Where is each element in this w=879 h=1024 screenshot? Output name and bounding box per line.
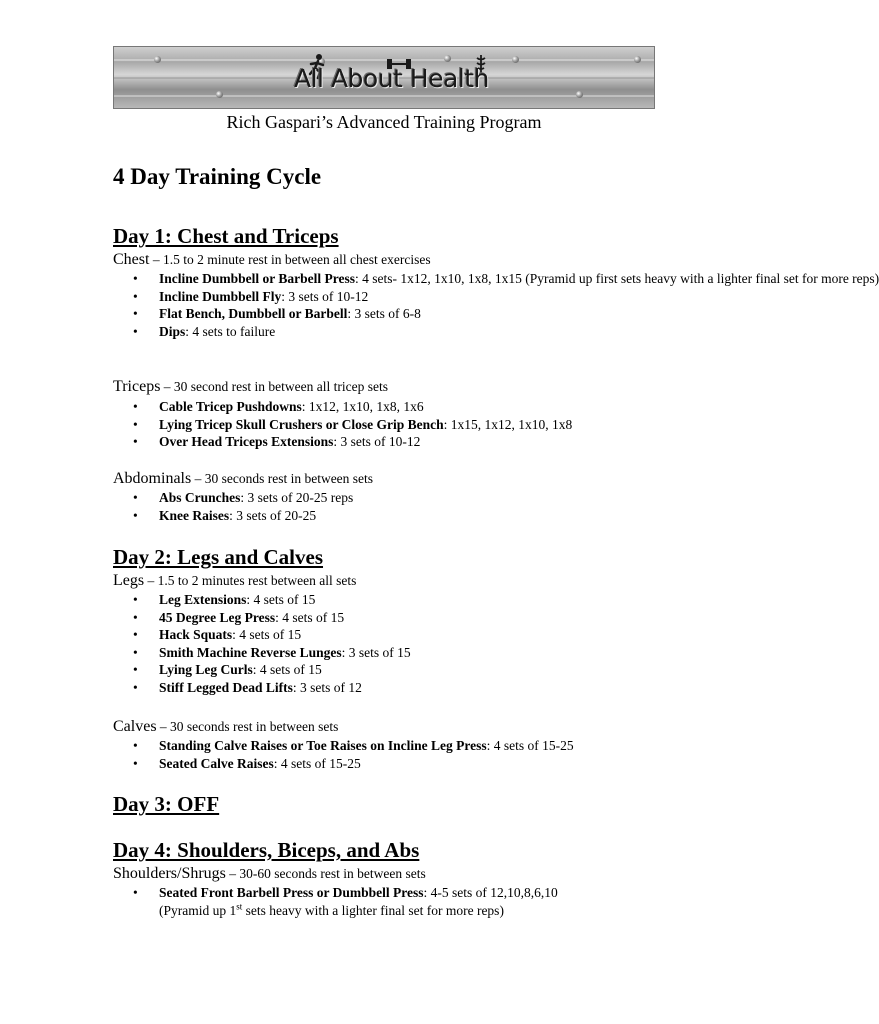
group-note: – 30 seconds rest in between sets: [191, 471, 374, 486]
list-item: • Seated Front Barbell Press or Dumbbell Press: 4-5 sets of 12,10,8,6,10 (Pyramid up 1st sets heavy with a lighter final set for more reps): [113, 884, 673, 919]
rivet-icon: [444, 55, 451, 62]
triceps-section: [113, 378, 573, 449]
day-2-title: Day 2: Legs and Calves: [113, 545, 324, 569]
group-note: – 1.5 to 2 minutes rest between all sets: [144, 573, 357, 588]
calves-section: [113, 718, 574, 771]
list-item: • Cable Tricep Pushdowns: 1x12, 1x10, 1x8, 1x6: [113, 398, 673, 416]
list-item: • Abs Crunches: 3 sets of 20-25 reps: [113, 489, 673, 507]
list-item: • Flat Bench, Dumbbell or Barbell: 3 sets of 6-8: [113, 305, 673, 323]
list-item: • 45 Degree Leg Press: 4 sets of 15: [113, 609, 673, 627]
brand-logo-text: All About Health: [294, 64, 489, 93]
exercise-list: [113, 270, 879, 340]
list-item: • Knee Raises: 3 sets of 20-25: [113, 507, 673, 525]
group-name: Abdominals: [113, 470, 192, 487]
legs-section: [113, 572, 411, 695]
group-note: – 30-60 seconds rest in between sets: [225, 866, 426, 881]
group-name: Shoulders/Shrugs: [113, 865, 226, 882]
page-title: 4 Day Training Cycle: [113, 164, 322, 189]
exercise-list: [113, 737, 673, 772]
list-item: • Lying Leg Curls: 4 sets of 15: [113, 661, 673, 679]
group-name: Legs: [113, 572, 145, 589]
exercise-list: [113, 884, 673, 919]
list-item: • Standing Calve Raises or Toe Raises on Incline Leg Press: 4 sets of 15-25: [113, 737, 673, 755]
program-subtitle: Rich Gaspari’s Advanced Training Program: [226, 112, 542, 132]
group-name: Chest: [113, 251, 150, 268]
list-item: • Incline Dumbbell Fly: 3 sets of 10-12: [113, 288, 673, 306]
group-note: – 1.5 to 2 minute rest in between all chest exercises: [149, 252, 431, 267]
list-item: • Hack Squats: 4 sets of 15: [113, 626, 673, 644]
rivet-icon: [512, 56, 519, 63]
day-3-title: Day 3: OFF: [113, 792, 220, 816]
rivet-icon: [576, 91, 583, 98]
rivet-icon: [634, 56, 641, 63]
list-item: • Dips: 4 sets to failure: [113, 323, 673, 341]
list-item: • Smith Machine Reverse Lunges: 3 sets of 15: [113, 644, 673, 662]
exercise-list: [113, 591, 673, 696]
exercise-list: [113, 489, 673, 524]
abdominals-section: [113, 470, 374, 523]
exercise-list: [113, 398, 673, 451]
list-item: • Lying Tricep Skull Crushers or Close Grip Bench: 1x15, 1x12, 1x10, 1x8: [113, 416, 673, 434]
shoulders-section: [113, 865, 558, 918]
list-item: • Stiff Legged Dead Lifts: 3 sets of 12: [113, 679, 673, 697]
day-1-title: Day 1: Chest and Triceps: [113, 224, 339, 248]
group-note: – 30 second rest in between all tricep sets: [160, 379, 388, 394]
list-item: • Incline Dumbbell or Barbell Press: 4 sets- 1x12, 1x10, 1x8, 1x15 (Pyramid up first sets heavy with a lighter final set for more reps): [113, 270, 673, 288]
header-banner: [113, 46, 655, 109]
group-name: Calves: [113, 718, 157, 735]
list-item: • Leg Extensions: 4 sets of 15: [113, 591, 673, 609]
group-name: Triceps: [113, 378, 161, 395]
rivet-icon: [216, 91, 223, 98]
list-item: • Over Head Triceps Extensions: 3 sets of 10-12: [113, 433, 673, 451]
chest-section: [113, 251, 879, 339]
group-note: – 30 seconds rest in between sets: [156, 719, 339, 734]
rivet-icon: [154, 56, 161, 63]
list-item: • Seated Calve Raises: 4 sets of 15-25: [113, 755, 673, 773]
day-4-title: Day 4: Shoulders, Biceps, and Abs: [113, 838, 420, 862]
